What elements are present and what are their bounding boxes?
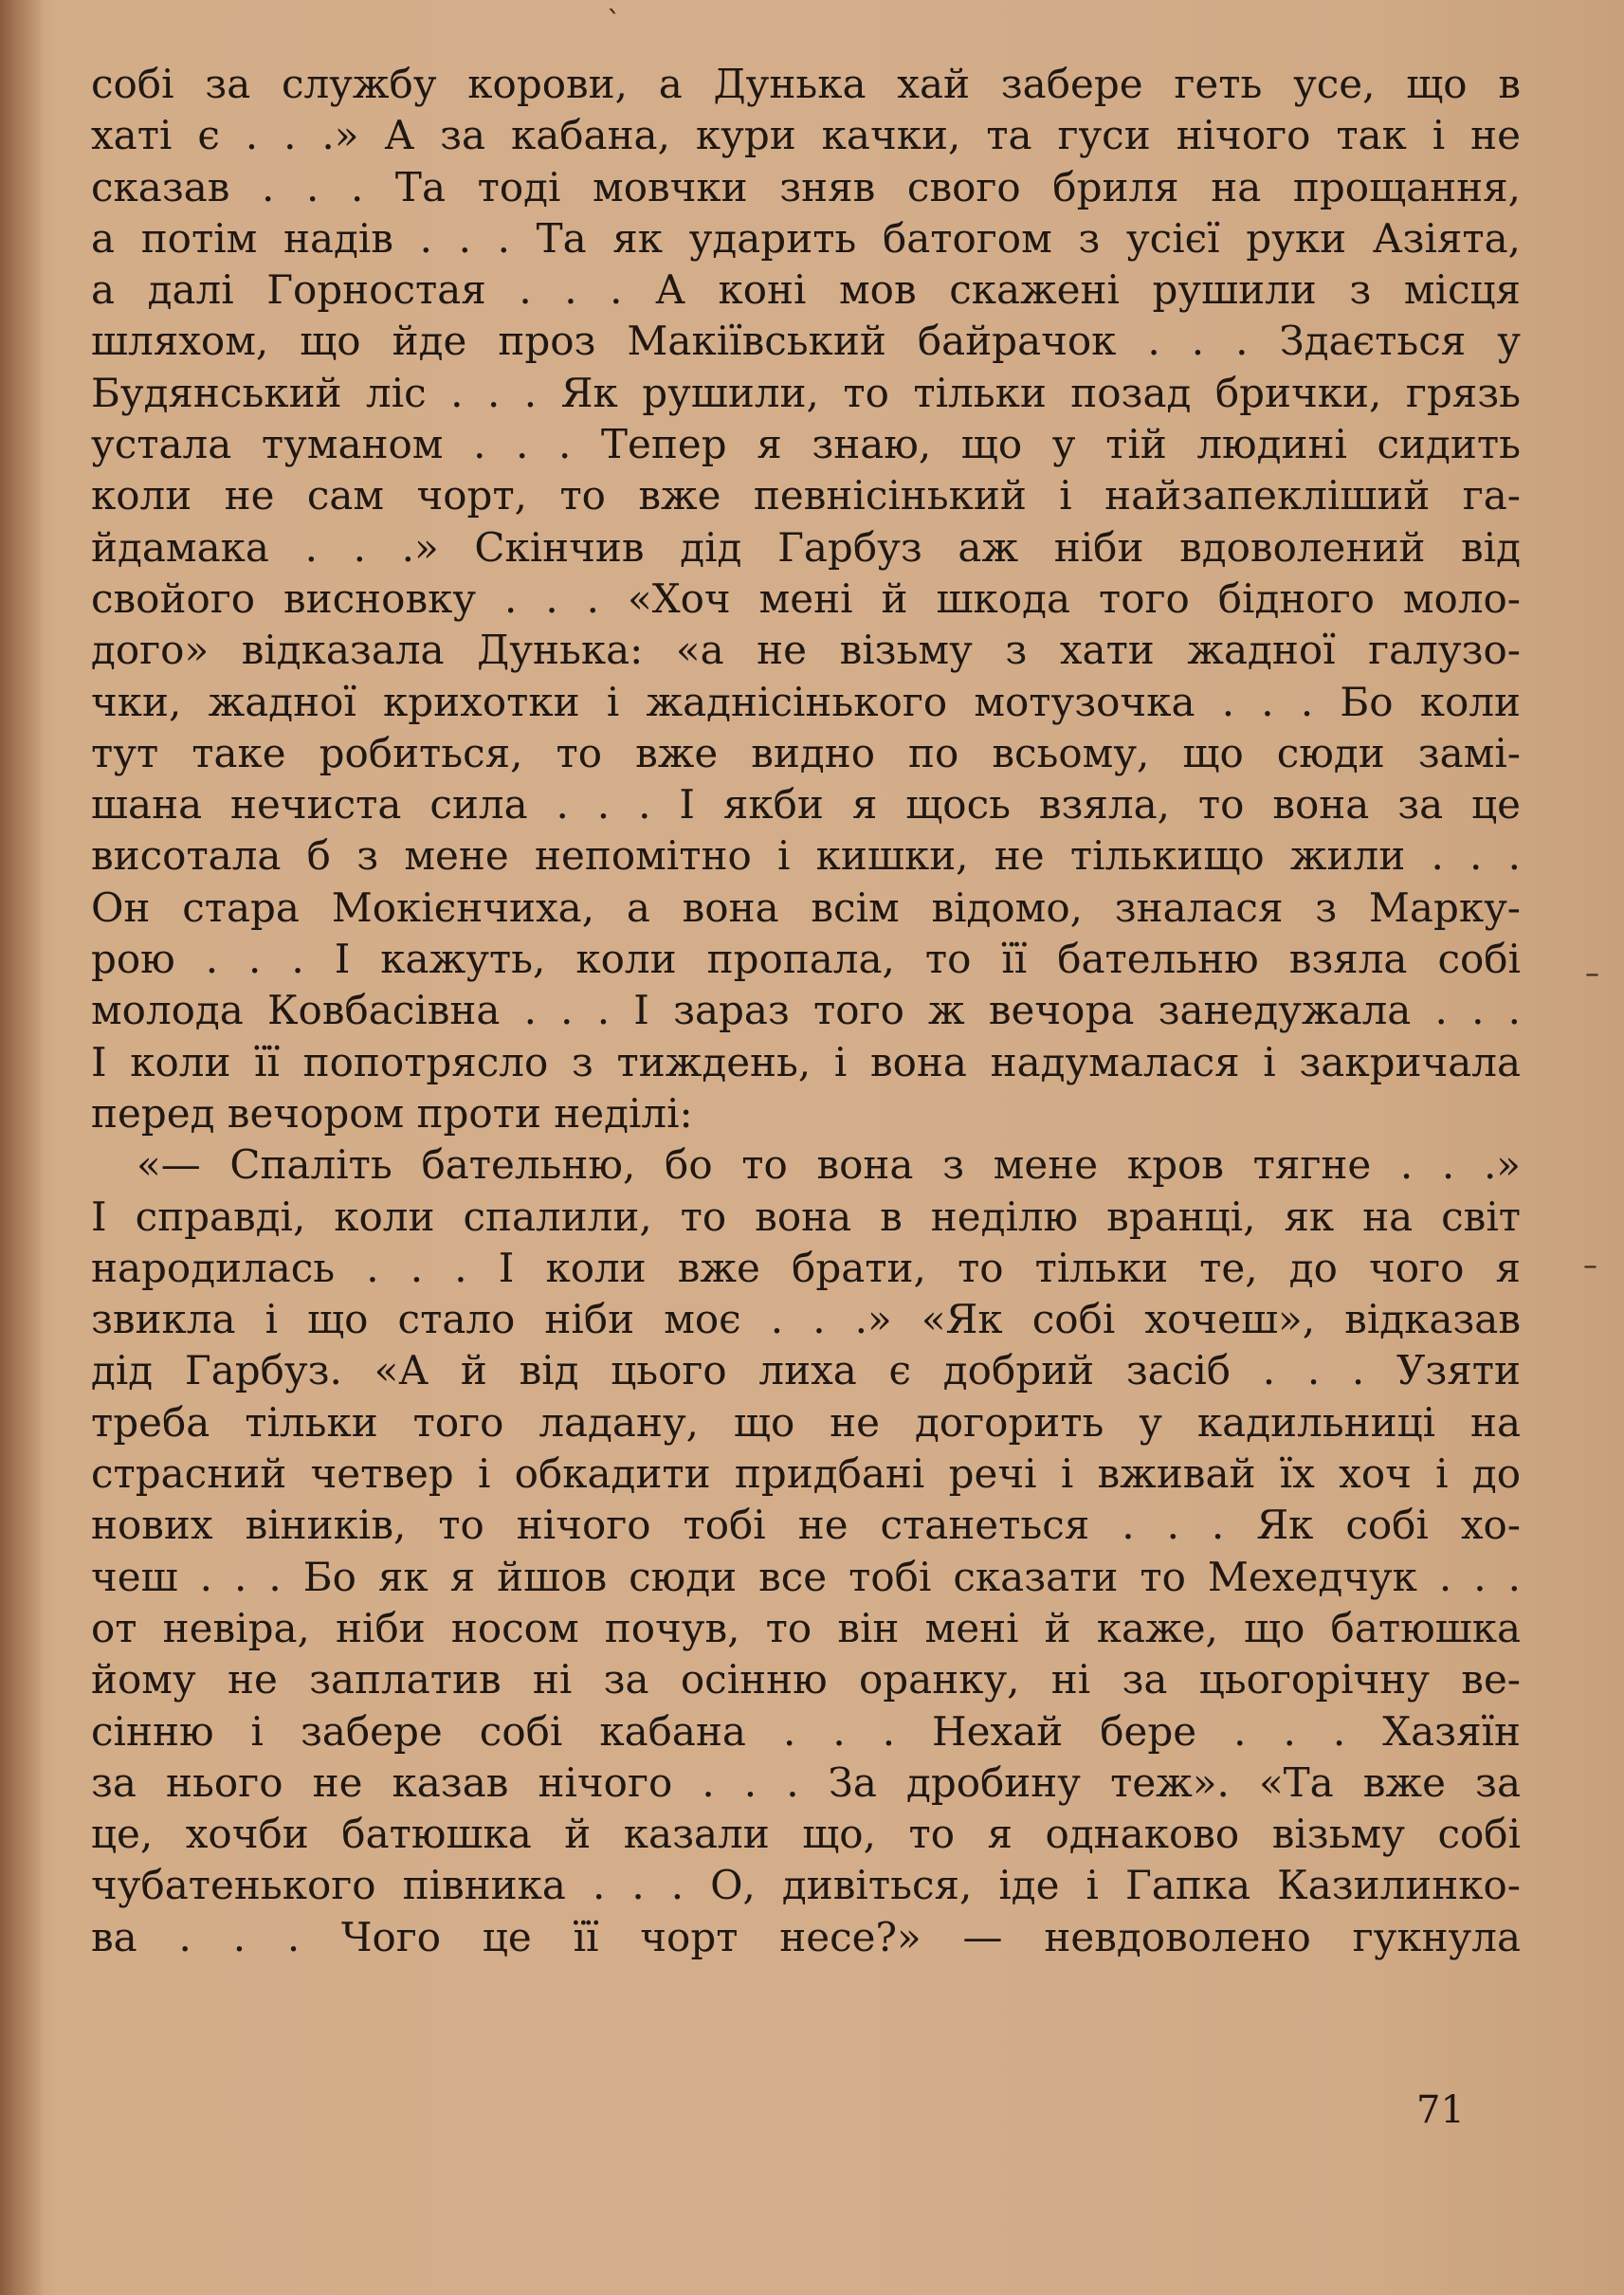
page-number: 71	[1416, 2088, 1465, 2132]
text-line: устала туманом . . . Тепер я знаю, що у тій людині сидить	[91, 421, 1521, 468]
text-line: дід Гарбуз. «А й від цього лиха є добрий засіб . . . Узяти	[91, 1347, 1521, 1394]
margin-tick-mark: –	[1583, 1249, 1597, 1283]
margin-tick-mark: –	[1585, 957, 1599, 991]
text-line: йому не заплатив ні за осінню оранку, ні за цьогорічну ве-	[91, 1656, 1521, 1703]
text-line: шляхом, що йде проз Макіївський байрачок . . . Здається у	[91, 318, 1521, 365]
text-line: а далі Горностая . . . А коні мов скажені рушили з місця	[91, 266, 1521, 314]
text-line: коли не сам чорт, то вже певнісінький і найзапекліший га-	[91, 472, 1521, 519]
text-line: чубатенького півника . . . О, дивіться, іде і Гапка Казилинко-	[91, 1862, 1521, 1909]
text-line: це, хочби батюшка й казали що, то я однаково візьму собі	[91, 1811, 1521, 1858]
text-line: висотала б з мене непомітно і кишки, не тількищо жили . . .	[91, 832, 1521, 880]
text-line: сінню і забере собі кабана . . . Нехай бере . . . Хазяїн	[91, 1707, 1521, 1755]
text-line: страсний четвер і обкадити придбані речі і вживай їх хоч і до	[91, 1450, 1521, 1498]
text-line: шана нечиста сила . . . І якби я щось взяла, то вона за це	[91, 781, 1521, 829]
body-text	[91, 59, 1521, 1963]
text-line: йдамака . . .» Скінчив дід Гарбуз аж ніби вдоволений від	[91, 523, 1521, 571]
text-line: хаті є . . .» А за кабана, кури качки, та гуси нічого так і не	[91, 112, 1521, 159]
text-line: Будянський ліс . . . Як рушили, то тільки позад брички, грязь	[91, 369, 1521, 416]
text-line: чеш . . . Бо як я йшов сюди все тобі сказати то Мехедчук . . .	[91, 1553, 1521, 1600]
text-line: народилась . . . І коли вже брати, то тільки те, до чого я	[91, 1244, 1521, 1291]
text-line: за нього не казав нічого . . . За дробину теж». «Та вже за	[91, 1758, 1521, 1806]
text-line: сказав . . . Та тоді мовчки зняв свого бриля на прощання,	[91, 163, 1521, 210]
text-line: от невіра, ніби носом почув, то він мені й каже, що батюшка	[91, 1604, 1521, 1651]
text-line: «— Спаліть бательню, бо то вона з мене кров тягне . . .»	[137, 1141, 1521, 1189]
text-line: а потім надів . . . Та як ударить батогом з усієї руки Азіята,	[91, 214, 1521, 262]
text-line: свойого висновку . . . «Хоч мені й шкода того бідного моло-	[91, 574, 1521, 622]
text-line: ва . . . Чого це її чорт несе?» — невдоволено гукнула	[91, 1913, 1521, 1960]
text-line: молода Ковбасівна . . . І зараз того ж вечора занедужала . . .	[91, 987, 1521, 1034]
text-line: І коли її попотрясло з тиждень, і вона надумалася і закричала	[91, 1038, 1521, 1085]
text-line: чки, жадної крихотки і жаднісінького мотузочка . . . Бо коли	[91, 678, 1521, 725]
text-line: тут таке робиться, то вже видно по всьому, що сюди замі-	[91, 729, 1521, 776]
text-line: перед вечором проти неділі:	[91, 1089, 693, 1137]
text-line: І справді, коли спалили, то вона в неділю вранці, як на світ	[91, 1193, 1521, 1240]
text-line: звикла і що стало ніби моє . . .» «Як собі хочеш», відказав	[91, 1296, 1521, 1343]
text-line: собі за службу корови, а Дунька хай забере геть усе, що в	[91, 61, 1521, 107]
text-line: Он стара Мокієнчиха, а вона всім відомо, зналася з Марку-	[91, 883, 1521, 931]
margin-tick-mark: ˋ	[607, 6, 621, 39]
text-line: дого» відказала Дунька: «а не візьму з хати жадної галузо-	[91, 627, 1521, 674]
text-line: треба тільки того ладану, що не догорить у кадильниці на	[91, 1398, 1521, 1446]
text-line: нових віників, то нічого тобі не станеться . . . Як собі хо-	[91, 1502, 1521, 1549]
text-line: рою . . . І кажуть, коли пропала, то її бательню взяла собі	[91, 936, 1521, 983]
